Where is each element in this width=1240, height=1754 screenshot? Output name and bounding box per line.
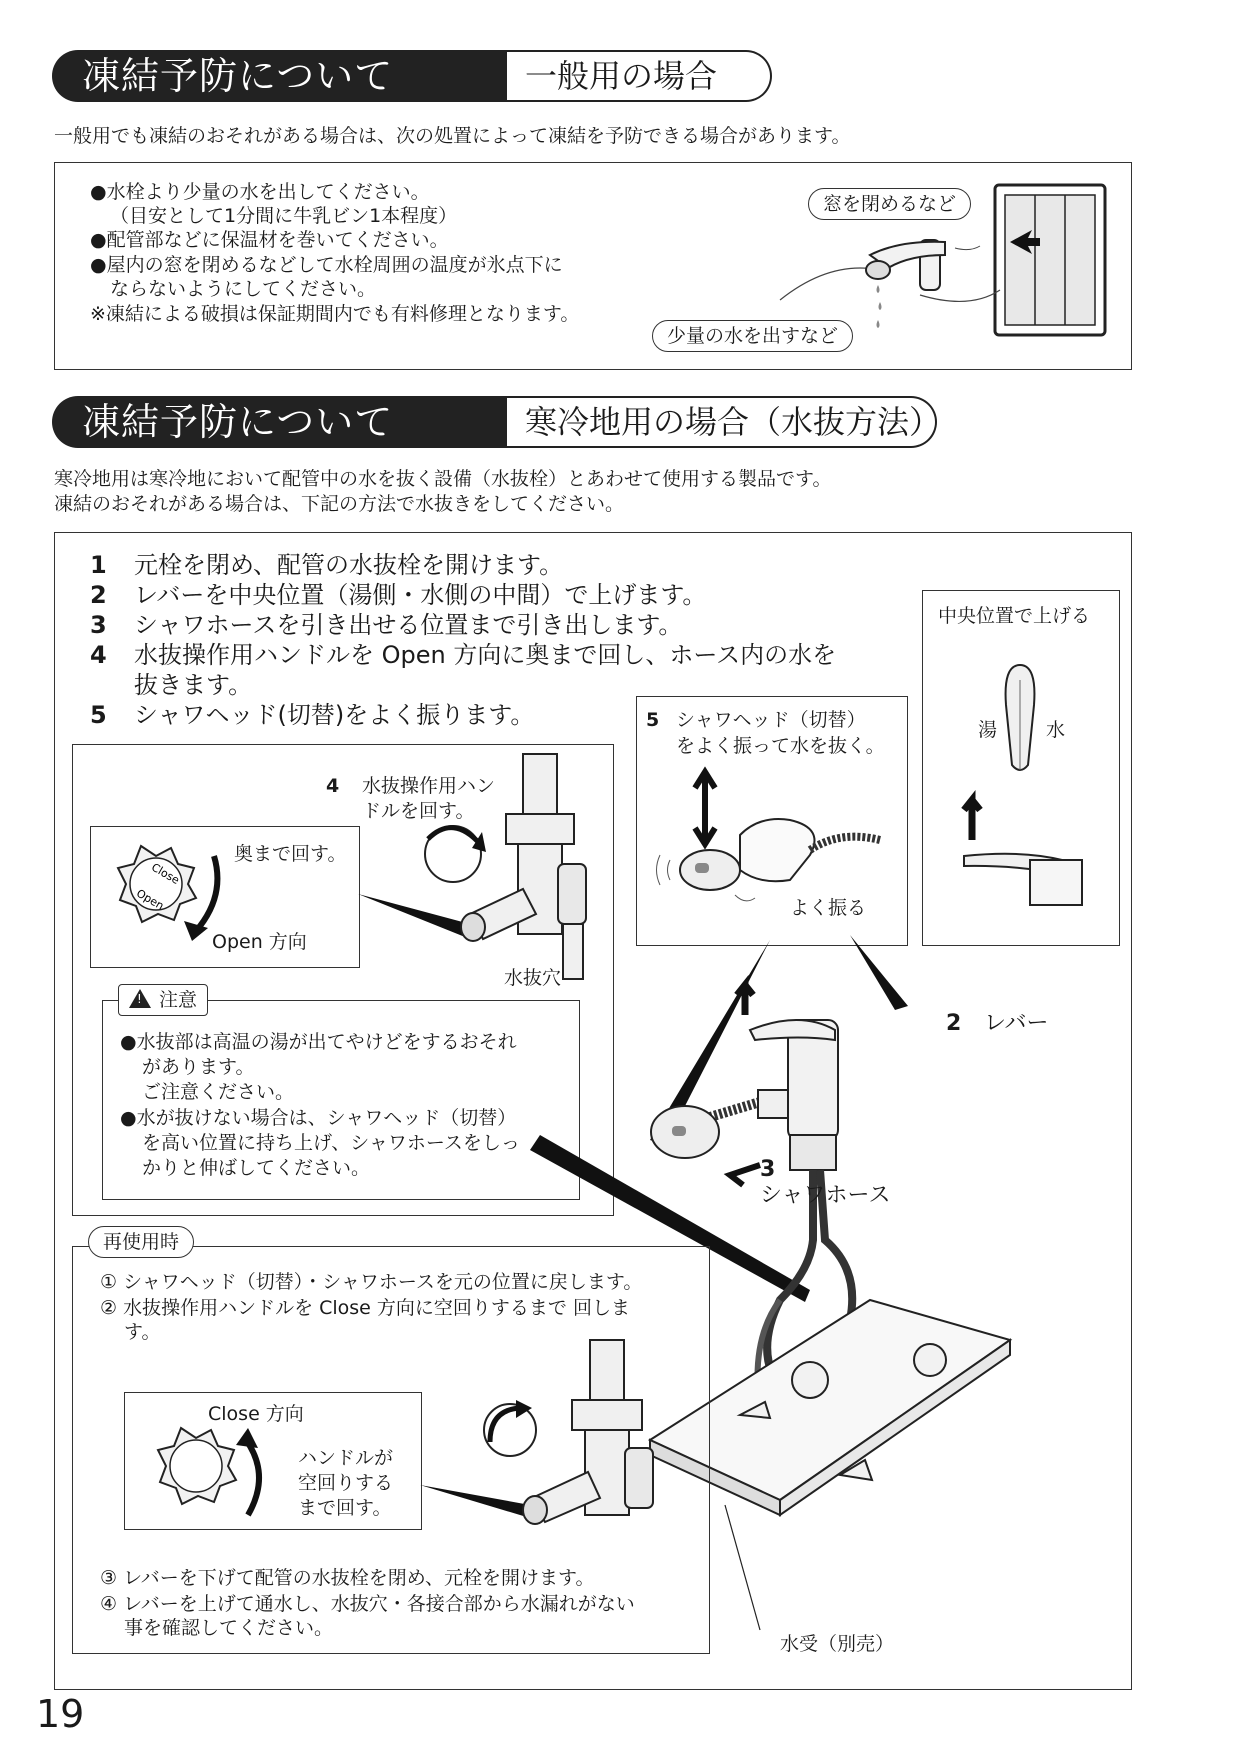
- caution-line-4: ●水が抜けない場合は、シャワヘッド（切替）: [120, 1107, 517, 1129]
- step-5-num: 5: [90, 701, 107, 729]
- open-knob-illustration: [96, 836, 236, 956]
- reuse-title: 再使用時: [88, 1226, 194, 1258]
- label-little-water: 少量の水を出すなど: [652, 320, 853, 352]
- step-2-text: レバーを中央位置（湯側・水側の中間）で上げます。: [134, 581, 707, 609]
- close-knob-illustration: [136, 1420, 296, 1530]
- step-4: [90, 640, 836, 670]
- close-valve-illustration: [420, 1330, 680, 1560]
- bullet-3: ●屋内の窓を閉めるなどして水栓周囲の温度が氷点下に: [90, 254, 563, 276]
- step-5: [90, 700, 534, 730]
- shake-line-1: シャワヘッド（切替）: [676, 709, 866, 731]
- step-5-text: シャワヘッド(切替)をよく振ります。: [134, 701, 535, 729]
- spin-line-2: 空回りする: [298, 1472, 394, 1494]
- lever-num: 2: [946, 1011, 962, 1036]
- section1-intro: 一般用でも凍結のおそれがある場合は、次の処置によって凍結を予防できる場合があります。: [54, 125, 851, 147]
- turn-fully-label: 奥まで回す。: [234, 843, 347, 865]
- step-1-text: 元栓を閉め、配管の水抜栓を開けます。: [134, 551, 564, 579]
- hot-label: 湯: [978, 719, 998, 741]
- handle-line-1: 水抜操作用ハン: [362, 775, 496, 797]
- reuse-line-4: ④ レバーを上げて通水し、水抜穴・各接合部から水漏れがない: [100, 1593, 635, 1615]
- hose-num: 3: [760, 1157, 776, 1182]
- bullet-1-note: （目安として1分間に牛乳ビン1本程度）: [110, 205, 458, 227]
- warning-icon: !: [129, 989, 151, 1008]
- section1-title: 凍結予防について: [52, 50, 507, 102]
- center-position-title: 中央位置で上げる: [938, 605, 1091, 627]
- spin-line-3: まで回す。: [298, 1497, 392, 1519]
- caution-line-6: かりと伸ばしてください。: [142, 1157, 371, 1179]
- shake-num: 5: [646, 709, 660, 731]
- caution-line-2: があります。: [142, 1056, 255, 1078]
- page-number: 19: [36, 1692, 85, 1736]
- step-4-text: 水抜操作用ハンドルを Open 方向に奥まで回し、ホース内の水を: [134, 641, 837, 669]
- step-3-text: シャワホースを引き出せる位置まで引き出します。: [134, 611, 683, 639]
- section2-title: 凍結予防について: [52, 396, 507, 448]
- section2-intro-1: 寒冷地用は寒冷地において配管中の水を抜く設備（水抜栓）とあわせて使用する製品です。: [54, 468, 832, 490]
- shake-caption: よく振る: [790, 897, 867, 919]
- reuse-line-1: ① シャワヘッド（切替）・シャワホースを元の位置に戻します。: [100, 1271, 643, 1293]
- caution-line-3: ご注意ください。: [142, 1081, 295, 1103]
- knob-open-text: Open: [134, 886, 167, 913]
- bullet-1: ●水栓より少量の水を出してください。: [90, 181, 430, 203]
- cold-label: 水: [1046, 719, 1066, 741]
- handle-line-2: ドルを回す。: [362, 800, 475, 822]
- hose-label: シャワホース: [760, 1183, 891, 1208]
- caution-line-1: ●水抜部は高温の湯が出てやけどをするおそれ: [120, 1031, 517, 1053]
- bullet-2: ●配管部などに保温材を巻いてください。: [90, 229, 449, 251]
- step-1: [90, 550, 563, 580]
- open-direction-label: Open 方向: [212, 931, 307, 953]
- step-3: [90, 610, 682, 640]
- warranty-note: ※凍結による破損は保証期間内でも有料修理となります。: [90, 303, 580, 325]
- lever-center-illustration: [922, 660, 1118, 940]
- shake-illustration: [640, 760, 905, 940]
- shake-line-2: をよく振って水を抜く。: [676, 735, 885, 757]
- knob-close-text: Close: [149, 860, 182, 887]
- caution-title: 注意: [159, 989, 198, 1011]
- spin-line-1: ハンドルが: [298, 1447, 394, 1469]
- step-3-num: 3: [90, 611, 107, 639]
- step-4-cont: [90, 670, 252, 700]
- caution-title-pill: [118, 984, 208, 1016]
- drain-valve-illustration: [358, 744, 608, 984]
- section2-subtitle: 寒冷地用の場合（水抜方法）: [507, 396, 937, 448]
- lever-label: レバー: [984, 1011, 1049, 1036]
- step-4-num: 4: [90, 641, 107, 669]
- close-direction-label: Close 方向: [208, 1403, 304, 1425]
- handle-num: 4: [326, 775, 340, 797]
- reuse-line-3: ③ レバーを下げて配管の水抜栓を閉め、元栓を開けます。: [100, 1567, 595, 1589]
- step-4-cont-text: 抜きます。: [134, 671, 253, 699]
- step-1-num: 1: [90, 551, 107, 579]
- caution-line-5: を高い位置に持ち上げ、シャワホースをしっ: [142, 1132, 520, 1154]
- step-2-num: 2: [90, 581, 107, 609]
- reuse-line-2-cont: す。: [124, 1321, 161, 1343]
- section1-subtitle: 一般用の場合: [507, 50, 772, 102]
- section2-intro-2: 凍結のおそれがある場合は、下記の方法で水抜きをしてください。: [54, 493, 625, 515]
- faucet-window-illustration: [770, 180, 1120, 360]
- reuse-line-2: ② 水抜操作用ハンドルを Close 方向に空回りするまで 回しま: [100, 1297, 630, 1319]
- step-2: [90, 580, 706, 610]
- drain-hole-label: 水抜穴: [504, 967, 562, 989]
- tray-label: 水受（別売）: [780, 1633, 895, 1655]
- bullet-3-cont: ならないようにしてください。: [110, 278, 377, 300]
- label-close-window: 窓を閉めるなど: [808, 188, 971, 220]
- reuse-line-4-cont: 事を確認してください。: [124, 1617, 334, 1639]
